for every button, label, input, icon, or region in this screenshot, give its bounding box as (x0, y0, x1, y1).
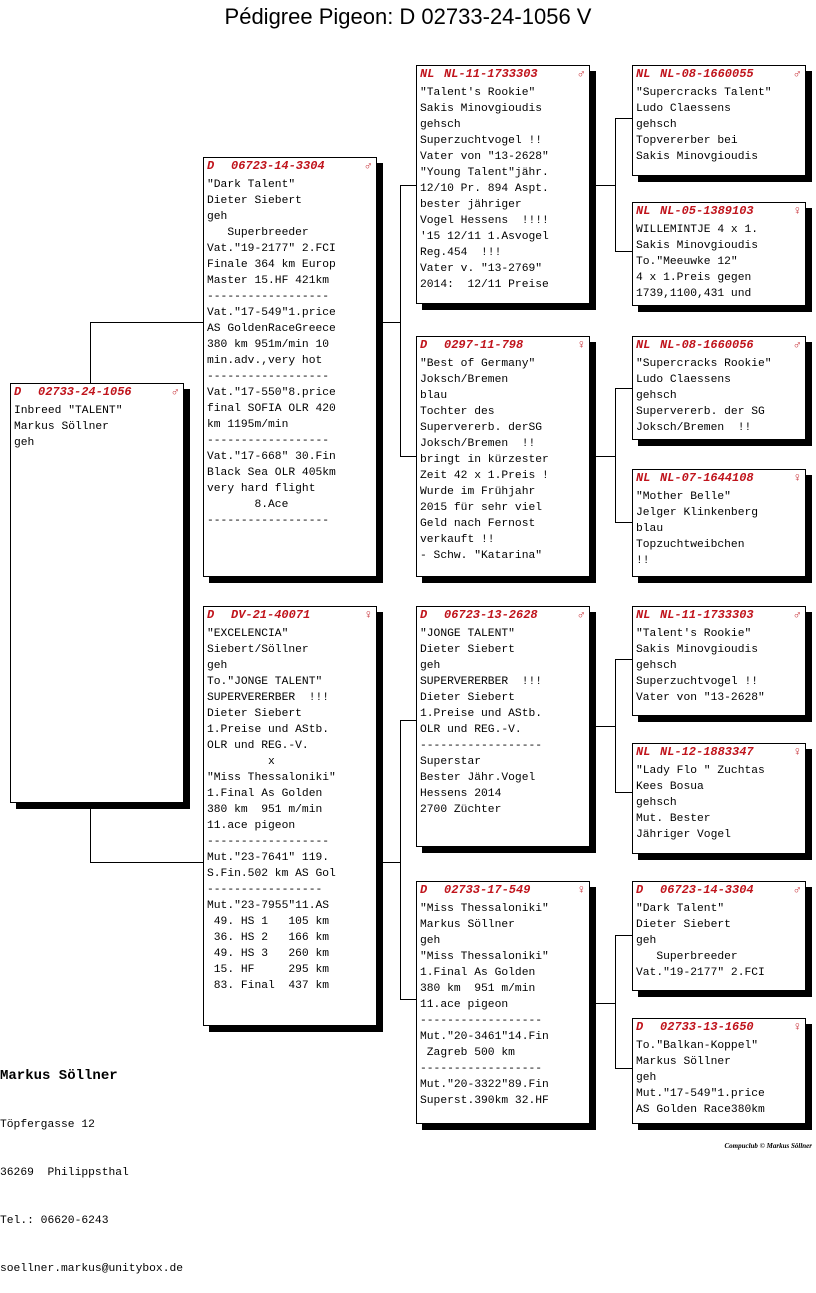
card-line: SUPERVERERBER !!! (207, 692, 330, 704)
sex-icon: ♂ (577, 608, 585, 622)
card-header (633, 1019, 805, 1036)
card-line: AS Golden Race380km (636, 1104, 765, 1116)
card-line: Markus Söllner (420, 919, 515, 931)
sex-icon: ♀ (793, 471, 801, 485)
card-line: Zagreb 500 km (420, 1047, 515, 1059)
ring-number: NL-08-1660056 (660, 338, 754, 352)
card-line: Siebert/Söllner (207, 644, 309, 656)
ring-number: NL-07-1644108 (660, 471, 754, 485)
sex-icon: ♂ (793, 338, 801, 352)
owner-contact (0, 1035, 183, 1293)
card-line: ------------------ (207, 371, 330, 383)
card-line: very hard flight (207, 483, 316, 495)
card-line: geh (420, 935, 441, 947)
card-line: ------------------ (207, 291, 330, 303)
card-body (417, 354, 589, 564)
pedigree-card-subject[interactable] (10, 383, 184, 803)
card-header (633, 744, 805, 761)
country-code: NL (636, 338, 651, 352)
card-body (204, 624, 376, 994)
sex-icon: ♀ (793, 745, 801, 759)
card-header (633, 470, 805, 487)
pedigree-card-sire-sire[interactable] (416, 65, 590, 304)
card-body (417, 83, 589, 293)
sex-icon: ♂ (793, 883, 801, 897)
country-code: D (207, 159, 215, 173)
card-line: Vat."17-550"8.price (207, 387, 336, 399)
card-line: "Dark Talent" (207, 179, 296, 191)
card-line: Vat."17-668" 30.Fin (207, 451, 336, 463)
card-line: Markus Söllner (14, 421, 109, 433)
card-line: WILLEMINTJE 4 x 1. (636, 224, 759, 236)
card-line: Vat."17-549"1.price (207, 307, 336, 319)
card-line: Superzuchtvogel !! (420, 135, 543, 147)
sex-icon: ♀ (577, 883, 585, 897)
card-line: geh (420, 660, 441, 672)
pedigree-card-sire-dam-sire[interactable] (632, 336, 806, 440)
country-code: D (420, 883, 428, 897)
card-line: bester jähriger (420, 199, 522, 211)
card-header (204, 158, 376, 175)
card-line: Ludo Claessens (636, 103, 731, 115)
ring-number: DV-21-40071 (231, 608, 311, 622)
card-line: Dieter Siebert (636, 919, 731, 931)
sex-icon: ♂ (793, 67, 801, 81)
card-line: 83. Final 437 km (207, 980, 330, 992)
country-code: NL (636, 471, 651, 485)
pedigree-card-dam-dam-sire[interactable] (632, 881, 806, 991)
country-code: NL (636, 204, 651, 218)
card-body (633, 220, 805, 302)
card-line: Bester Jähr.Vogel (420, 772, 536, 784)
card-line: Dieter Siebert (207, 195, 302, 207)
card-body (633, 354, 805, 436)
card-line: 49. HS 1 105 km (207, 916, 330, 928)
card-line: Wurde im Frühjahr (420, 486, 536, 498)
card-body (633, 899, 805, 981)
card-line: Mut."23-7955"11.AS (207, 900, 330, 912)
ring-number: 06723-14-3304 (660, 883, 754, 897)
card-line: 12/10 Pr. 894 Aspt. (420, 183, 549, 195)
card-body (633, 1036, 805, 1118)
page-title: Pédigree Pigeon: D 02733-24-1056 V (224, 4, 592, 29)
owner-phone: Tel.: 06620-6243 (0, 1215, 109, 1227)
card-body (204, 175, 376, 529)
card-body (633, 624, 805, 706)
card-header (633, 203, 805, 220)
card-body (417, 624, 589, 818)
pedigree-card-dam-sire[interactable] (416, 606, 590, 847)
card-line: Vater v. "13-2769" (420, 263, 543, 275)
card-line: Superstar (420, 756, 482, 768)
country-code: NL (636, 745, 651, 759)
card-line: Finale 364 km Europ (207, 259, 336, 271)
card-line: "JONGE TALENT" (420, 628, 515, 640)
card-line: gehsch (636, 797, 677, 809)
card-line: blau (420, 390, 448, 402)
card-line: Mut."20-3322"89.Fin (420, 1079, 549, 1091)
card-line: Joksch/Bremen !! (636, 422, 752, 434)
card-body (633, 761, 805, 843)
card-line: Dieter Siebert (207, 708, 302, 720)
card-line: "Talent's Rookie" (636, 628, 752, 640)
card-line: Inbreed "TALENT" (14, 405, 123, 417)
country-code: D (420, 338, 428, 352)
card-line: Superst.390km 32.HF (420, 1095, 549, 1107)
card-line: ------------------ (207, 515, 330, 527)
card-line: 4 x 1.Preis gegen (636, 272, 752, 284)
card-line: To."JONGE TALENT" (207, 676, 323, 688)
sex-icon: ♂ (364, 159, 372, 173)
card-line: Hessens 2014 (420, 788, 502, 800)
card-line: 15. HF 295 km (207, 964, 330, 976)
card-body (11, 401, 183, 451)
card-line: "Best of Germany" (420, 358, 536, 370)
card-line: "EXCELENCIA" (207, 628, 289, 640)
card-line: Black Sea OLR 405km (207, 467, 336, 479)
country-code: D (636, 1020, 644, 1034)
card-line: Vat."19-2177" 2.FCI (207, 243, 336, 255)
card-line: geh (636, 935, 657, 947)
card-line: Sakis Minovgioudis (420, 103, 543, 115)
card-line: geh (207, 211, 228, 223)
card-line: ----------------- (207, 884, 323, 896)
card-line: "Talent's Rookie" (420, 87, 536, 99)
card-line: ------------------ (420, 1063, 543, 1075)
card-line: 1.Final As Golden (420, 967, 536, 979)
card-line: Supervererb. derSG (420, 422, 543, 434)
card-line: Vater von "13-2628" (636, 692, 765, 704)
card-line: Reg.454 !!! (420, 247, 502, 259)
card-header (204, 607, 376, 624)
card-line: Sakis Minovgioudis (636, 151, 759, 163)
sex-icon: ♀ (793, 204, 801, 218)
footer-copyright: Compuclub © Markus Söllner (724, 1142, 812, 1150)
card-header (417, 66, 589, 83)
card-line: Topzuchtweibchen (636, 539, 745, 551)
card-line: Topvererber bei (636, 135, 738, 147)
card-line: 11.ace pigeon (207, 820, 296, 832)
ring-number: NL-11-1733303 (444, 67, 538, 81)
card-line: "Miss Thessaloniki" (420, 903, 549, 915)
card-line: "Young Talent"jähr. (420, 167, 549, 179)
card-line: Sakis Minovgioudis (636, 240, 759, 252)
card-line: Sakis Minovgioudis (636, 644, 759, 656)
card-line: To."Balkan-Koppel" (636, 1040, 759, 1052)
card-line: ------------------ (420, 740, 543, 752)
card-line: final SOFIA OLR 420 (207, 403, 336, 415)
card-line: Joksch/Bremen (420, 374, 509, 386)
card-line: ------------------ (207, 836, 330, 848)
card-line: blau (636, 523, 664, 535)
card-line: "Supercracks Rookie" (636, 358, 772, 370)
country-code: D (420, 608, 428, 622)
pedigree-card-sire-sire-dam[interactable] (632, 202, 806, 306)
card-line: 1.Preise und AStb. (420, 708, 543, 720)
card-line: Supervererb. der SG (636, 406, 765, 418)
country-code: NL (420, 67, 435, 81)
card-line: - Schw. "Katarina" (420, 550, 543, 562)
sex-icon: ♀ (793, 1020, 801, 1034)
card-line: OLR und REG.-V. (420, 724, 522, 736)
card-line: x (207, 756, 275, 768)
card-header (11, 384, 183, 401)
card-line: "Lady Flo " Zuchtas (636, 765, 765, 777)
card-line: !! (636, 555, 650, 567)
card-line: 1.Final As Golden (207, 788, 323, 800)
owner-street: Töpfergasse 12 (0, 1119, 95, 1131)
card-line: Geld nach Fernost (420, 518, 536, 530)
owner-name: Markus Söllner (0, 1068, 118, 1084)
card-line: gehsch (636, 660, 677, 672)
card-line: geh (207, 660, 228, 672)
pedigree-card-sire-dam[interactable] (416, 336, 590, 577)
card-line: Jelger Klinkenberg (636, 507, 759, 519)
card-line: Vogel Hessens !!!! (420, 215, 549, 227)
card-line: verkauft !! (420, 534, 495, 546)
ring-number: 02733-17-549 (444, 883, 531, 897)
pedigree-card-dam-sire-sire[interactable] (632, 606, 806, 716)
card-line: Dieter Siebert (420, 644, 515, 656)
card-line: 2014: 12/11 Preise (420, 279, 549, 291)
card-line: To."Meeuwke 12" (636, 256, 738, 268)
card-line: Superzuchtvogel !! (636, 676, 759, 688)
pedigree-card-dam[interactable] (203, 606, 377, 1026)
card-header (633, 66, 805, 83)
card-line: bringt in kürzester (420, 454, 549, 466)
card-line: '15 12/11 1.Asvogel (420, 231, 549, 243)
card-line: "Miss Thessaloniki" (207, 772, 336, 784)
card-line: Mut."20-3461"14.Fin (420, 1031, 549, 1043)
card-line: km 1195m/min (207, 419, 289, 431)
card-line: "Supercracks Talent" (636, 87, 772, 99)
card-line: Markus Söllner (636, 1056, 731, 1068)
country-code: D (636, 883, 644, 897)
card-line: gehsch (420, 119, 461, 131)
card-header (633, 607, 805, 624)
pedigree-card-sire-sire-sire[interactable] (632, 65, 806, 176)
card-body (633, 83, 805, 165)
card-header (417, 337, 589, 354)
card-line: geh (14, 437, 35, 449)
owner-email[interactable]: soellner.markus@unitybox.de (0, 1263, 184, 1275)
card-line: Kees Bosua (636, 781, 704, 793)
card-line: Vater von "13-2628" (420, 151, 549, 163)
pedigree-card-dam-dam-dam[interactable] (632, 1018, 806, 1124)
sex-icon: ♂ (793, 608, 801, 622)
card-line: "Miss Thessaloniki" (420, 951, 549, 963)
card-line: 2700 Züchter (420, 804, 502, 816)
card-body (417, 899, 589, 1109)
card-line: 380 km 951 m/min (207, 804, 323, 816)
card-line: AS GoldenRaceGreece (207, 323, 336, 335)
pedigree-card-dam-sire-dam[interactable] (632, 743, 806, 854)
card-line: gehsch (636, 390, 677, 402)
card-line: gehsch (636, 119, 677, 131)
card-line: Superbreeder (207, 227, 309, 239)
card-line: Tochter des (420, 406, 495, 418)
card-line: 1739,1100,431 und (636, 288, 752, 300)
card-line: "Dark Talent" (636, 903, 725, 915)
card-line: Vat."19-2177" 2.FCI (636, 967, 765, 979)
pedigree-card-dam-dam[interactable] (416, 881, 590, 1124)
card-line: Ludo Claessens (636, 374, 731, 386)
ring-number: NL-08-1660055 (660, 67, 754, 81)
sex-icon: ♀ (577, 338, 585, 352)
card-line: "Mother Belle" (636, 491, 731, 503)
card-line: Mut."17-549"1.price (636, 1088, 765, 1100)
pedigree-card-sire[interactable] (203, 157, 377, 577)
card-line: geh (636, 1072, 657, 1084)
card-line: S.Fin.502 km AS Gol (207, 868, 336, 880)
card-line: 49. HS 3 260 km (207, 948, 330, 960)
card-line: 380 km 951m/min 10 (207, 339, 330, 351)
owner-city: 36269 Philippsthal (0, 1167, 129, 1179)
pedigree-card-sire-dam-dam[interactable] (632, 469, 806, 577)
card-line: Mut."23-7641" 119. (207, 852, 330, 864)
card-line: 380 km 951 m/min (420, 983, 536, 995)
sex-icon: ♀ (364, 608, 372, 622)
card-line: OLR und REG.-V. (207, 740, 309, 752)
country-code: D (207, 608, 215, 622)
card-line: 1.Preise und AStb. (207, 724, 330, 736)
card-line: ------------------ (420, 1015, 543, 1027)
card-line: SUPERVERERBER !!! (420, 676, 543, 688)
country-code: NL (636, 608, 651, 622)
ring-number: NL-11-1733303 (660, 608, 754, 622)
card-line: Superbreeder (636, 951, 738, 963)
ring-number: NL-12-1883347 (660, 745, 754, 759)
card-header (633, 337, 805, 354)
card-line: min.adv.,very hot (207, 355, 323, 367)
card-line: Dieter Siebert (420, 692, 515, 704)
card-body (633, 487, 805, 569)
card-line: Zeit 42 x 1.Preis ! (420, 470, 549, 482)
sex-icon: ♂ (577, 67, 585, 81)
card-line: Mut. Bester (636, 813, 711, 825)
card-line: Jähriger Vogel (636, 829, 731, 841)
sex-icon: ♂ (171, 385, 179, 399)
ring-number: 02733-24-1056 (38, 385, 132, 399)
card-line: ------------------ (207, 435, 330, 447)
ring-number: 02733-13-1650 (660, 1020, 754, 1034)
ring-number: 06723-14-3304 (231, 159, 325, 173)
card-line: 8.Ace (207, 499, 289, 511)
country-code: D (14, 385, 22, 399)
ring-number: 0297-11-798 (444, 338, 524, 352)
card-line: Joksch/Bremen !! (420, 438, 536, 450)
ring-number: NL-05-1389103 (660, 204, 754, 218)
card-header (633, 882, 805, 899)
country-code: NL (636, 67, 651, 81)
card-line: 11.ace pigeon (420, 999, 509, 1011)
card-header (417, 882, 589, 899)
card-line: Master 15.HF 421km (207, 275, 330, 287)
card-line: 36. HS 2 166 km (207, 932, 330, 944)
ring-number: 06723-13-2628 (444, 608, 538, 622)
card-header (417, 607, 589, 624)
card-line: 2015 für sehr viel (420, 502, 543, 514)
